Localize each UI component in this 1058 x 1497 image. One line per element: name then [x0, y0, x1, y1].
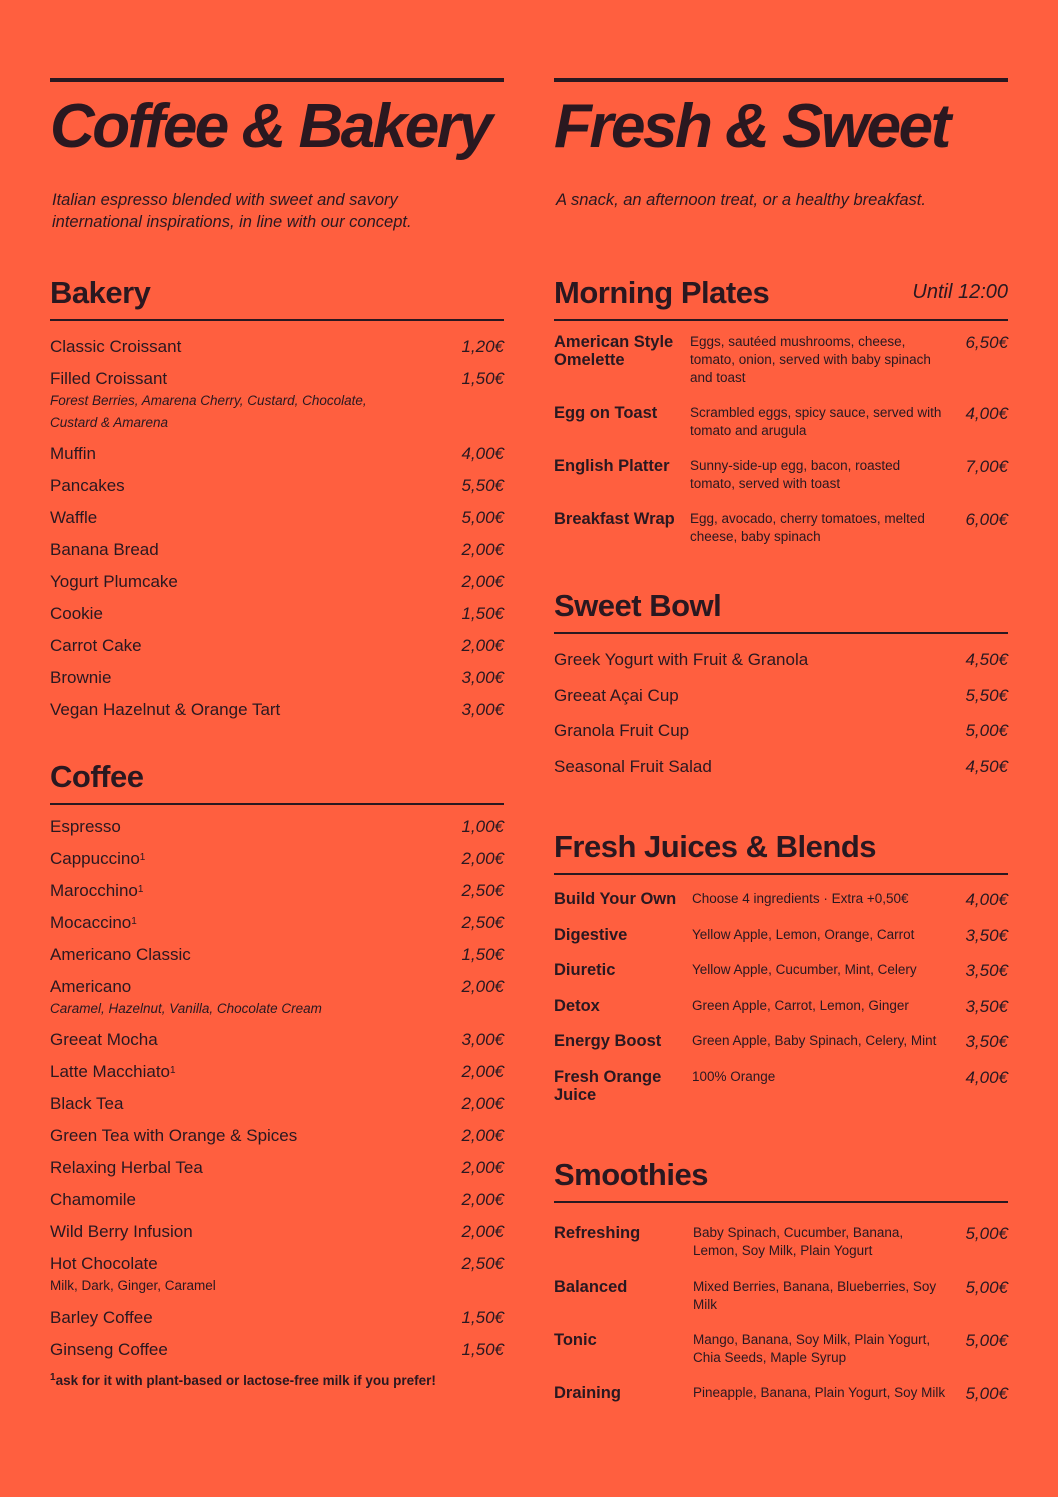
item-name: Ginseng Coffee: [50, 1340, 168, 1359]
item-price: 1,50€: [461, 945, 504, 964]
item-price: 3,50€: [965, 997, 1008, 1016]
item-price: 7,00€: [965, 457, 1008, 476]
item-price: 5,00€: [965, 1278, 1008, 1297]
item-name: Barley Coffee: [50, 1308, 153, 1327]
footnote-marker: 1: [131, 916, 137, 927]
section-title-sweet-bowl: Sweet Bowl: [554, 588, 722, 623]
item-description: Scrambled eggs, spicy sauce, served with tomato and arugula: [690, 405, 942, 438]
item-price: 3,50€: [965, 961, 1008, 980]
item-name: Breakfast Wrap: [554, 510, 675, 528]
item-price: 5,50€: [965, 686, 1008, 705]
footnote-marker: 1: [170, 1065, 176, 1076]
item-name: Muffin: [50, 444, 96, 463]
item-description: Pineapple, Banana, Plain Yogurt, Soy Milk: [693, 1385, 946, 1400]
item-description: Egg, avocado, cherry tomatoes, melted cheese, baby spinach: [690, 511, 925, 544]
item-description: Eggs, sautéed mushrooms, cheese, tomato, onion, served with baby spinach and toast: [690, 334, 931, 385]
item-name: Balanced: [554, 1278, 628, 1296]
item-name: Cappuccino: [50, 849, 140, 868]
item-name: Seasonal Fruit Salad: [554, 757, 712, 776]
item-price: 3,00€: [461, 668, 504, 687]
column-intro: A snack, an afternoon treat, or a healthy breakfast.: [556, 191, 926, 209]
item-price: 5,50€: [461, 476, 504, 495]
item-description: 100% Orange: [692, 1069, 776, 1084]
item-name: Pancakes: [50, 476, 125, 495]
item-price: 2,00€: [461, 1222, 504, 1241]
item-price: 2,00€: [461, 1190, 504, 1209]
item-description: Mango, Banana, Soy Milk, Plain Yogurt, Chia Seeds, Maple Syrup: [693, 1332, 931, 1365]
item-price: 4,00€: [965, 890, 1008, 909]
item-name: Black Tea: [50, 1094, 124, 1113]
item-name: English Platter: [554, 457, 670, 475]
item-price: 2,00€: [461, 572, 504, 591]
item-description: Mixed Berries, Banana, Blueberries, Soy Milk: [693, 1279, 937, 1312]
section-rule: [554, 873, 1008, 875]
item-price: 3,00€: [461, 1030, 504, 1049]
section-rule: [50, 319, 504, 321]
item-name: Diuretic: [554, 961, 616, 979]
item-name: Waffle: [50, 508, 98, 527]
item-name: Detox: [554, 997, 600, 1015]
item-options: Custard & Amarena: [50, 415, 169, 430]
section-rule: [554, 632, 1008, 634]
footnote-text: ask for it with plant-based or lactose-free milk if you prefer!: [55, 1373, 436, 1388]
item-name: Mocaccino: [50, 913, 132, 932]
item-name: Fresh Orange Juice: [554, 1068, 662, 1104]
section-rule: [554, 319, 1008, 321]
item-price: 4,00€: [965, 1068, 1008, 1087]
item-name: Vegan Hazelnut & Orange Tart: [50, 700, 281, 719]
item-name: Refreshing: [554, 1224, 641, 1242]
milk-footnote: [50, 1373, 436, 1388]
item-price: 3,00€: [461, 700, 504, 719]
item-name: Filled Croissant: [50, 369, 168, 388]
item-price: 2,00€: [461, 1126, 504, 1145]
header-rule: [50, 78, 504, 82]
item-description: Sunny-side-up egg, bacon, roasted tomato, served with toast: [690, 458, 901, 491]
item-name: Green Tea with Orange & Spices: [50, 1126, 298, 1145]
item-price: 1,20€: [461, 337, 504, 356]
item-options: Milk, Dark, Ginger, Caramel: [50, 1278, 216, 1293]
item-description: Yellow Apple, Cucumber, Mint, Celery: [692, 962, 917, 977]
item-name: American Style Omelette: [554, 333, 674, 369]
item-name: Egg on Toast: [554, 404, 658, 422]
item-price: 4,50€: [965, 757, 1008, 776]
item-price: 1,50€: [461, 369, 504, 388]
item-name: Banana Bread: [50, 540, 159, 559]
column-title: Coffee & Bakery: [50, 92, 491, 161]
item-price: 5,00€: [965, 1331, 1008, 1350]
item-name: Tonic: [554, 1331, 597, 1349]
item-price: 2,00€: [461, 1094, 504, 1113]
item-price: 5,00€: [965, 721, 1008, 740]
item-name: Cookie: [50, 604, 103, 623]
footnote-marker: 1: [137, 884, 144, 895]
item-price: 6,50€: [965, 333, 1008, 352]
column-intro: Italian espresso blended with sweet and savory international inspirations, in line with our concept.: [52, 191, 412, 231]
item-price: 3,50€: [965, 1032, 1008, 1051]
item-price: 2,00€: [461, 977, 504, 996]
item-description: Green Apple, Baby Spinach, Celery, Mint: [692, 1033, 937, 1048]
section-title-coffee: Coffee: [50, 759, 144, 794]
section-title-morning-plates: [554, 277, 1008, 308]
item-price: 2,50€: [461, 1254, 504, 1273]
section-title-bakery: Bakery: [50, 275, 151, 310]
item-name: Brownie: [50, 668, 112, 687]
item-name: Wild Berry Infusion: [50, 1222, 193, 1241]
item-name: Relaxing Herbal Tea: [50, 1158, 203, 1177]
item-price: 4,50€: [965, 650, 1008, 669]
section-title-smoothies: Smoothies: [554, 1157, 708, 1192]
footnote-marker: 1: [139, 852, 146, 863]
item-name: Espresso: [50, 817, 121, 836]
section-title-text: Morning Plates: [554, 275, 770, 310]
item-price: 3,50€: [965, 926, 1008, 945]
item-options: Forest Berries, Amarena Cherry, Custard, Chocolate,: [50, 393, 367, 408]
item-price: 1,50€: [461, 604, 504, 623]
section-rule: [554, 1201, 1008, 1203]
item-name: Yogurt Plumcake: [50, 572, 178, 591]
item-price: 2,00€: [461, 849, 504, 868]
item-price: 4,00€: [461, 444, 504, 463]
item-price: 5,00€: [461, 508, 504, 527]
item-price: 2,00€: [461, 540, 504, 559]
item-description: Baby Spinach, Cucumber, Banana, Lemon, Soy Milk, Plain Yogurt: [693, 1225, 904, 1258]
item-description: Yellow Apple, Lemon, Orange, Carrot: [692, 927, 915, 942]
item-price: 2,00€: [461, 636, 504, 655]
item-name: Digestive: [554, 926, 628, 944]
item-name: Hot Chocolate: [50, 1254, 158, 1273]
item-name: Draining: [554, 1384, 621, 1402]
item-price: 2,00€: [461, 1158, 504, 1177]
item-price: 2,50€: [461, 913, 504, 932]
item-name: Granola Fruit Cup: [554, 721, 690, 740]
item-options: Caramel, Hazelnut, Vanilla, Chocolate Cream: [50, 1001, 322, 1016]
item-name: Energy Boost: [554, 1032, 662, 1050]
item-name: Greeat Açai Cup: [554, 686, 679, 705]
item-description: Choose 4 ingredients · Extra +0,50€: [692, 891, 909, 906]
item-price: 1,00€: [461, 817, 504, 836]
section-title-fresh-juices: Fresh Juices & Blends: [554, 829, 877, 864]
item-price: 2,00€: [461, 1062, 504, 1081]
item-price: 1,50€: [461, 1308, 504, 1327]
section-rule: [50, 803, 504, 805]
item-name: Chamomile: [50, 1190, 136, 1209]
item-name: Greek Yogurt with Fruit & Granola: [554, 650, 809, 669]
item-price: 5,00€: [965, 1224, 1008, 1243]
item-price: 6,00€: [965, 510, 1008, 529]
item-price: 2,50€: [461, 881, 504, 900]
serving-hours: Until 12:00: [912, 281, 1008, 303]
item-name: Carrot Cake: [50, 636, 142, 655]
item-name: Build Your Own: [554, 890, 677, 908]
item-price: 4,00€: [965, 404, 1008, 423]
item-name: Americano: [50, 977, 132, 996]
item-name: Marocchino: [50, 881, 138, 900]
item-name: Latte Macchiato: [50, 1062, 171, 1081]
footnote-marker: 1: [50, 1372, 56, 1383]
item-price: 1,50€: [461, 1340, 504, 1359]
item-description: Green Apple, Carrot, Lemon, Ginger: [692, 998, 909, 1013]
item-name: Classic Croissant: [50, 337, 182, 356]
header-rule: [554, 78, 1008, 82]
item-name: Americano Classic: [50, 945, 191, 964]
item-price: 5,00€: [965, 1384, 1008, 1403]
column-title: Fresh & Sweet: [554, 92, 949, 161]
item-name: Greeat Mocha: [50, 1030, 158, 1049]
